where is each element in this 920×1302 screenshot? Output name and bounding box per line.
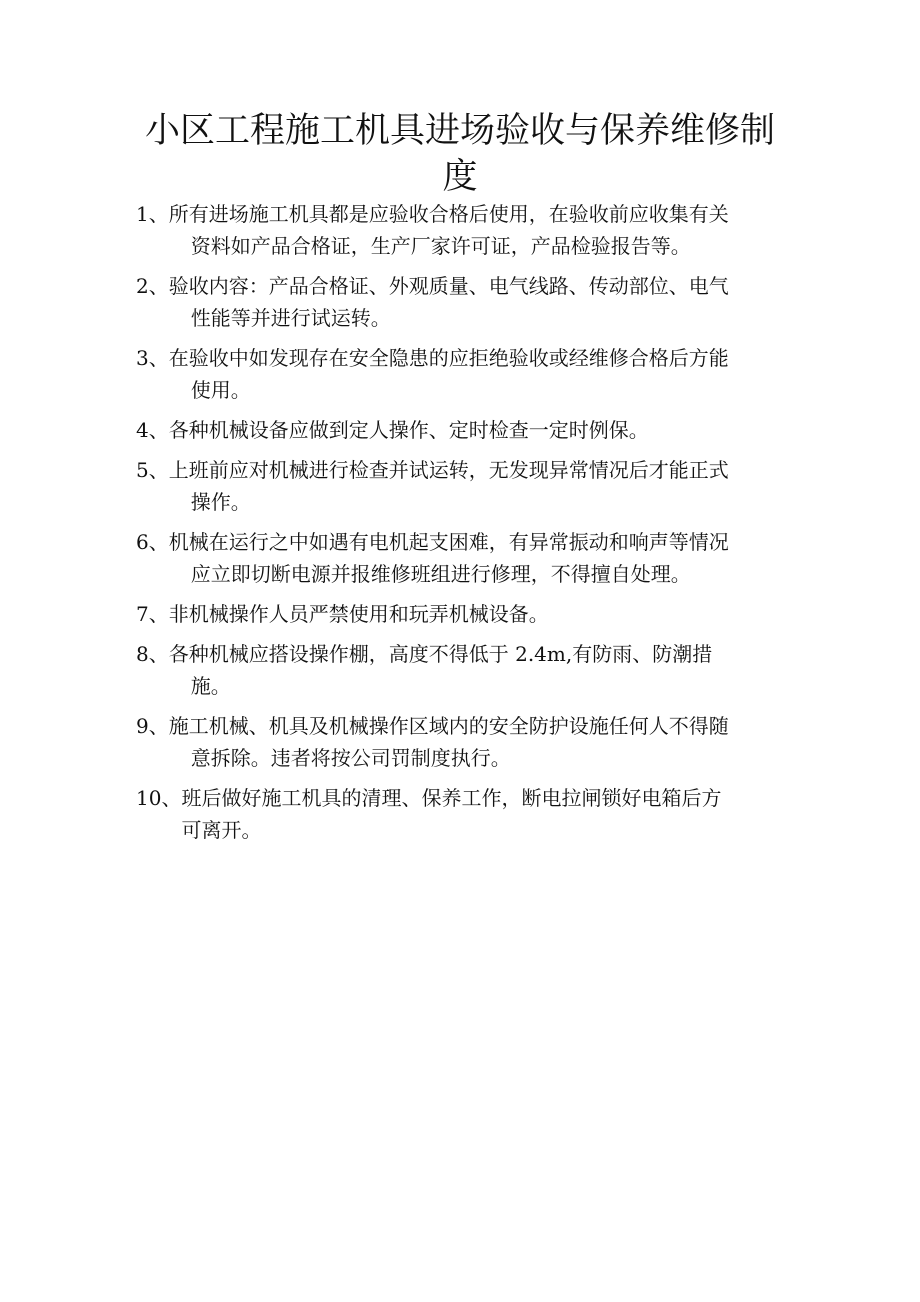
item-line: 非机械操作人员严禁使用和玩弄机械设备。 xyxy=(168,602,549,626)
item-line: 上班前应对机械进行检查并试运转，无发现异常情况后才能正式 xyxy=(168,458,729,482)
item-line: 所有进场施工机具都是应验收合格后使用，在验收前应收集有关 xyxy=(168,202,729,226)
item-line: 各种机械应搭设操作棚，高度不得低于 2.4m,有防雨、防潮措 xyxy=(168,642,713,666)
item-text xyxy=(169,526,796,590)
item-number: 2、 xyxy=(136,274,169,298)
item-line: 班后做好施工机具的清理、保养工作，断电拉闸锁好电箱后方 xyxy=(181,786,722,810)
item-line: 资料如产品合格证，生产厂家许可证，产品检验报告等。 xyxy=(190,234,691,258)
item-number: 9、 xyxy=(136,714,169,738)
list-item xyxy=(136,342,796,406)
list-item xyxy=(136,526,796,590)
list-item xyxy=(136,598,796,630)
item-number: 5、 xyxy=(136,458,169,482)
regulation-list xyxy=(136,198,796,854)
document-title xyxy=(130,108,790,200)
item-line: 使用。 xyxy=(190,378,251,402)
item-text xyxy=(169,270,796,334)
list-item xyxy=(136,710,796,774)
item-number: 3、 xyxy=(136,346,169,370)
item-text xyxy=(181,782,796,846)
item-text xyxy=(169,598,796,630)
item-text xyxy=(169,342,796,406)
item-line: 施。 xyxy=(190,674,231,698)
list-item xyxy=(136,198,796,262)
list-item xyxy=(136,414,796,446)
list-item xyxy=(136,454,796,518)
item-number: 10、 xyxy=(136,786,182,810)
item-number: 4、 xyxy=(136,418,169,442)
item-line: 应立即切断电源并报维修班组进行修理，不得擅自处理。 xyxy=(190,562,691,586)
item-line: 施工机械、机具及机械操作区域内的安全防护设施任何人不得随 xyxy=(168,714,729,738)
item-text xyxy=(169,710,796,774)
item-line: 机械在运行之中如遇有电机起支困难，有异常振动和响声等情况 xyxy=(168,530,729,554)
list-item xyxy=(136,638,796,702)
item-line: 意拆除。违者将按公司罚制度执行。 xyxy=(190,746,511,770)
item-line: 各种机械设备应做到定人操作、定时检查一定时例保。 xyxy=(168,418,649,442)
item-text xyxy=(169,414,796,446)
item-line: 可离开。 xyxy=(181,818,262,842)
item-text xyxy=(169,454,796,518)
title-line-1: 小区工程施工机具进场验收与保养维修制 xyxy=(144,111,775,151)
list-item xyxy=(136,270,796,334)
item-number: 8、 xyxy=(136,642,169,666)
list-item xyxy=(136,782,796,846)
item-line: 性能等并进行试运转。 xyxy=(190,306,391,330)
item-line: 操作。 xyxy=(190,490,251,514)
item-number: 6、 xyxy=(136,530,169,554)
item-text xyxy=(169,638,796,702)
item-text xyxy=(169,198,796,262)
item-number: 7、 xyxy=(136,602,169,626)
title-line-2: 度 xyxy=(442,157,478,197)
item-number: 1、 xyxy=(136,202,169,226)
item-line: 在验收中如发现存在安全隐患的应拒绝验收或经维修合格后方能 xyxy=(168,346,729,370)
item-line: 验收内容：产品合格证、外观质量、电气线路、传动部位、电气 xyxy=(168,274,729,298)
